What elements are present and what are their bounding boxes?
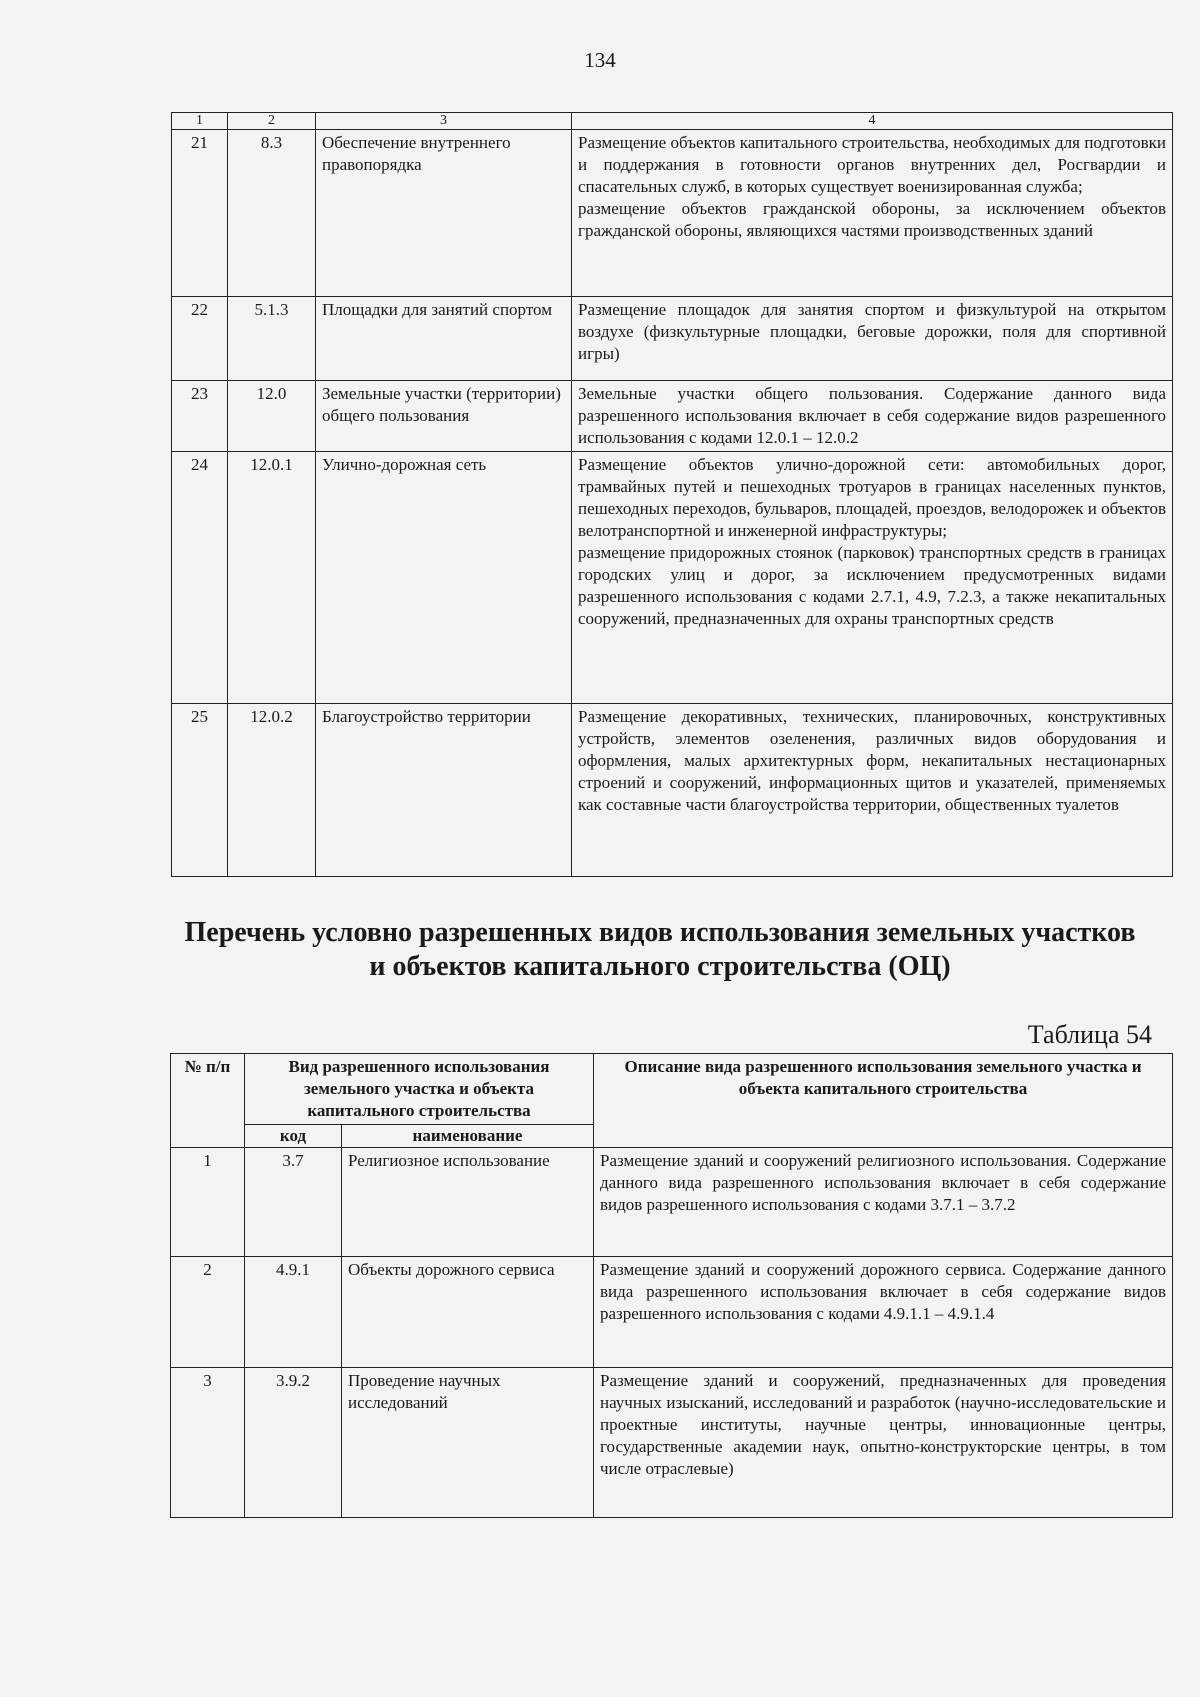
table-header-row [171, 1054, 1173, 1125]
conditional-uses-table [170, 1053, 1173, 1518]
row-code: 12.0 [228, 381, 316, 452]
row-code: 12.0.2 [228, 704, 316, 877]
row-number: 24 [172, 452, 228, 704]
column-number-4: 4 [572, 113, 1173, 130]
column-number-3: 3 [316, 113, 572, 130]
row-number: 1 [171, 1148, 245, 1257]
table-row [172, 452, 1173, 704]
table-row [171, 1257, 1173, 1368]
row-description: Размещение площадок для занятия спортом и физкультурой на открытом воздухе (физкультурные площадки, беговые дорожки, поля для спортивной игры) [572, 297, 1173, 381]
row-description: Земельные участки общего пользования. Содержание данного вида разрешенного использования включает в себя содержание видов разрешенного использования с кодами 12.0.1 – 12.0.2 [572, 381, 1173, 452]
table-row [171, 1148, 1173, 1257]
section-heading-line-2: и объектов капитального строительства (ОЦ) [369, 951, 951, 982]
row-number: 23 [172, 381, 228, 452]
header-number: № п/п [171, 1054, 245, 1148]
row-description: Размещение декоративных, технических, планировочных, конструктивных устройств, элементов озеленения, различных видов оборудования и оформления, малых архитектурных форм, некапитальных нестационарных строений и сооружений, информационных щитов и указателей, применяемых как составные части благоустройства территории, общественных туалетов [572, 704, 1173, 877]
row-name: Религиозное использование [342, 1148, 594, 1257]
table-row [172, 130, 1173, 297]
row-description: Размещение объектов улично-дорожной сети: автомобильных дорог, трамвайных путей и пешеходных тротуаров в границах населенных пунктов, пешеходных переходов, бульваров, площадей, проездов, велодорожек и объектов велотранспортной и инженерной инфраструктуры; размещение придорожных стоянок (парковок) транспортных средств в границах городских улиц и дорог, за исключением предусмотренных видами разрешенного использования с кодами 2.7.1, 4.9, 7.2.3, а также некапитальных сооружений, предназначенных для охраны транспортных средств [572, 452, 1173, 704]
table-row [172, 704, 1173, 877]
row-description: Размещение зданий и сооружений дорожного сервиса. Содержание данного вида разрешенного использования включает в себя содержание видов разрешенного использования с кодами 4.9.1.1 – 4.9.1.4 [594, 1257, 1173, 1368]
row-name: Объекты дорожного сервиса [342, 1257, 594, 1368]
row-code: 3.7 [245, 1148, 342, 1257]
row-name: Благоустройство территории [316, 704, 572, 877]
row-number: 25 [172, 704, 228, 877]
table-row [171, 1368, 1173, 1518]
row-code: 4.9.1 [245, 1257, 342, 1368]
row-code: 5.1.3 [228, 297, 316, 381]
row-code: 3.9.2 [245, 1368, 342, 1518]
row-name: Улично-дорожная сеть [316, 452, 572, 704]
row-number: 21 [172, 130, 228, 297]
section-heading [160, 916, 1160, 984]
column-number-2: 2 [228, 113, 316, 130]
header-code: код [245, 1125, 342, 1148]
row-code: 8.3 [228, 130, 316, 297]
row-name: Проведение научных исследований [342, 1368, 594, 1518]
page-number: 134 [584, 48, 616, 72]
table-row [172, 297, 1173, 381]
row-number: 22 [172, 297, 228, 381]
row-description: Размещение зданий и сооружений религиозного использования. Содержание данного вида разрешенного использования включает в себя содержание видов разрешенного использования с кодами 3.7.1 – 3.7.2 [594, 1148, 1173, 1257]
row-code: 12.0.1 [228, 452, 316, 704]
row-description: Размещение объектов капитального строительства, необходимых для подготовки и поддержания в готовности органов внутренних дел, Росгвардии и спасательных служб, в которых существует военизированная служба; размещение объектов гражданской обороны, за исключением объектов гражданской обороны, являющихся частями производственных зданий [572, 130, 1173, 297]
row-name: Земельные участки (территории) общего пользования [316, 381, 572, 452]
header-use-type: Вид разрешенного использования земельного участка и объекта капитального строительства [245, 1054, 594, 1125]
table-header-row [172, 113, 1173, 130]
row-number: 2 [171, 1257, 245, 1368]
table-label: Таблица 54 [1027, 1020, 1152, 1049]
header-name: наименование [342, 1125, 594, 1148]
row-name: Площадки для занятий спортом [316, 297, 572, 381]
section-heading-line-1: Перечень условно разрешенных видов использования земельных участков [184, 917, 1136, 948]
row-description: Размещение зданий и сооружений, предназначенных для проведения научных изысканий, исследований и разработок (научно-исследовательские и проектные институты, научные центры, инновационные центры, государственные академии наук, опытно-конструкторские центры, в том числе отраслевые) [594, 1368, 1173, 1518]
header-description: Описание вида разрешенного использования земельного участка и объекта капитального строительства [594, 1054, 1173, 1148]
table-continuation [171, 112, 1173, 877]
table-row [172, 381, 1173, 452]
column-number-1: 1 [172, 113, 228, 130]
row-number: 3 [171, 1368, 245, 1518]
row-name: Обеспечение внутреннего правопорядка [316, 130, 572, 297]
